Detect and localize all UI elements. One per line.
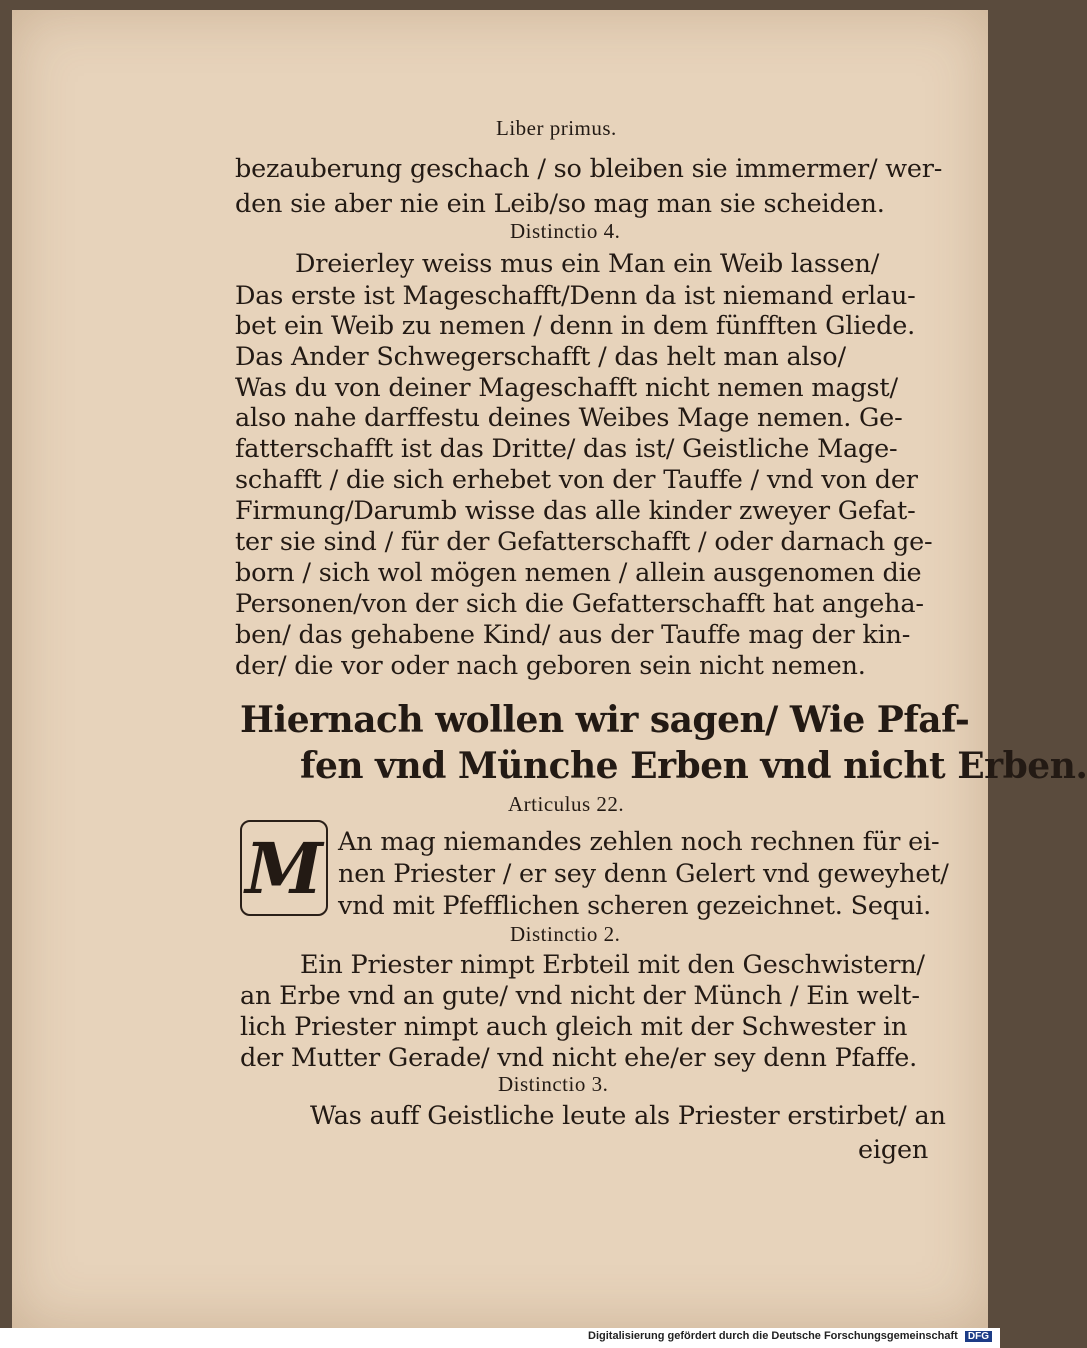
funding-credit [588,1330,992,1342]
text-line: Personen/von der sich die Gefatterschafft hat angeha- [235,589,924,619]
text-line: bezauberung geschach / so bleiben sie immermer/ wer- [235,154,943,184]
text-line: An mag niemandes zehlen noch rechnen für ei- [338,827,940,857]
text-line: der/ die vor oder nach geboren sein nicht nemen. [235,651,866,681]
text-line: Was auff Geistliche leute als Priester erstirbet/ an [310,1101,946,1131]
text-line: Dreierley weiss mus ein Man ein Weib lassen/ [295,249,880,279]
decorated-initial: M [240,820,328,916]
text-line: ben/ das gehabene Kind/ aus der Tauffe mag der kin- [235,620,911,650]
distinctio-heading: Distinctio 2. [510,922,621,946]
text-line: born / sich wol mögen nemen / allein ausgenomen die [235,558,922,588]
footer-bar [0,1328,1000,1348]
text-line: an Erbe vnd an gute/ vnd nicht der Münch / Ein welt- [240,981,920,1011]
text-line: lich Priester nimpt auch gleich mit der Schwester in [240,1012,908,1042]
text-line: Was du von deiner Mageschafft nicht nemen magst/ [235,373,898,403]
text-line: ter sie sind / für der Gefatterschafft / oder darnach ge- [235,527,933,557]
section-heading: fen vnd Münche Erben vnd nicht Erben. [300,745,1087,787]
text-line: also nahe darffestu deines Weibes Mage nemen. Ge- [235,403,903,433]
text-line: bet ein Weib zu nemen / denn in dem fünfften Gliede. [235,311,915,341]
text-line: den sie aber nie ein Leib/so mag man sie scheiden. [235,189,885,219]
text-line: Das erste ist Mageschafft/Denn da ist niemand erlau- [235,281,916,311]
text-line: Das Ander Schwegerschafft / das helt man also/ [235,342,846,372]
running-head: Liber primus. [496,116,617,140]
distinctio-heading: Distinctio 4. [510,219,621,243]
text-line: der Mutter Gerade/ vnd nicht ehe/er sey denn Pfaffe. [240,1043,918,1073]
dfg-logo[interactable]: DFG [965,1331,992,1342]
section-heading: Hiernach wollen wir sagen/ Wie Pfaf- [240,699,970,741]
text-line: Ein Priester nimpt Erbteil mit den Geschwistern/ [300,950,925,980]
articulus-heading: Articulus 22. [508,792,625,816]
text-line: Firmung/Darumb wisse das alle kinder zweyer Gefat- [235,496,916,526]
credit-text: Digitalisierung gefördert durch die Deutsche Forschungsgemeinschaft [588,1330,958,1342]
catchword: eigen [858,1135,929,1165]
distinctio-heading: Distinctio 3. [498,1072,609,1096]
text-line: vnd mit Pfefflichen scheren gezeichnet. Sequi. [338,891,931,921]
text-line: nen Priester / er sey denn Gelert vnd geweyhet/ [338,859,949,889]
text-line: fatterschafft ist das Dritte/ das ist/ Geistliche Mage- [235,434,898,464]
text-line: schafft / die sich erhebet von der Tauffe / vnd von der [235,465,918,495]
